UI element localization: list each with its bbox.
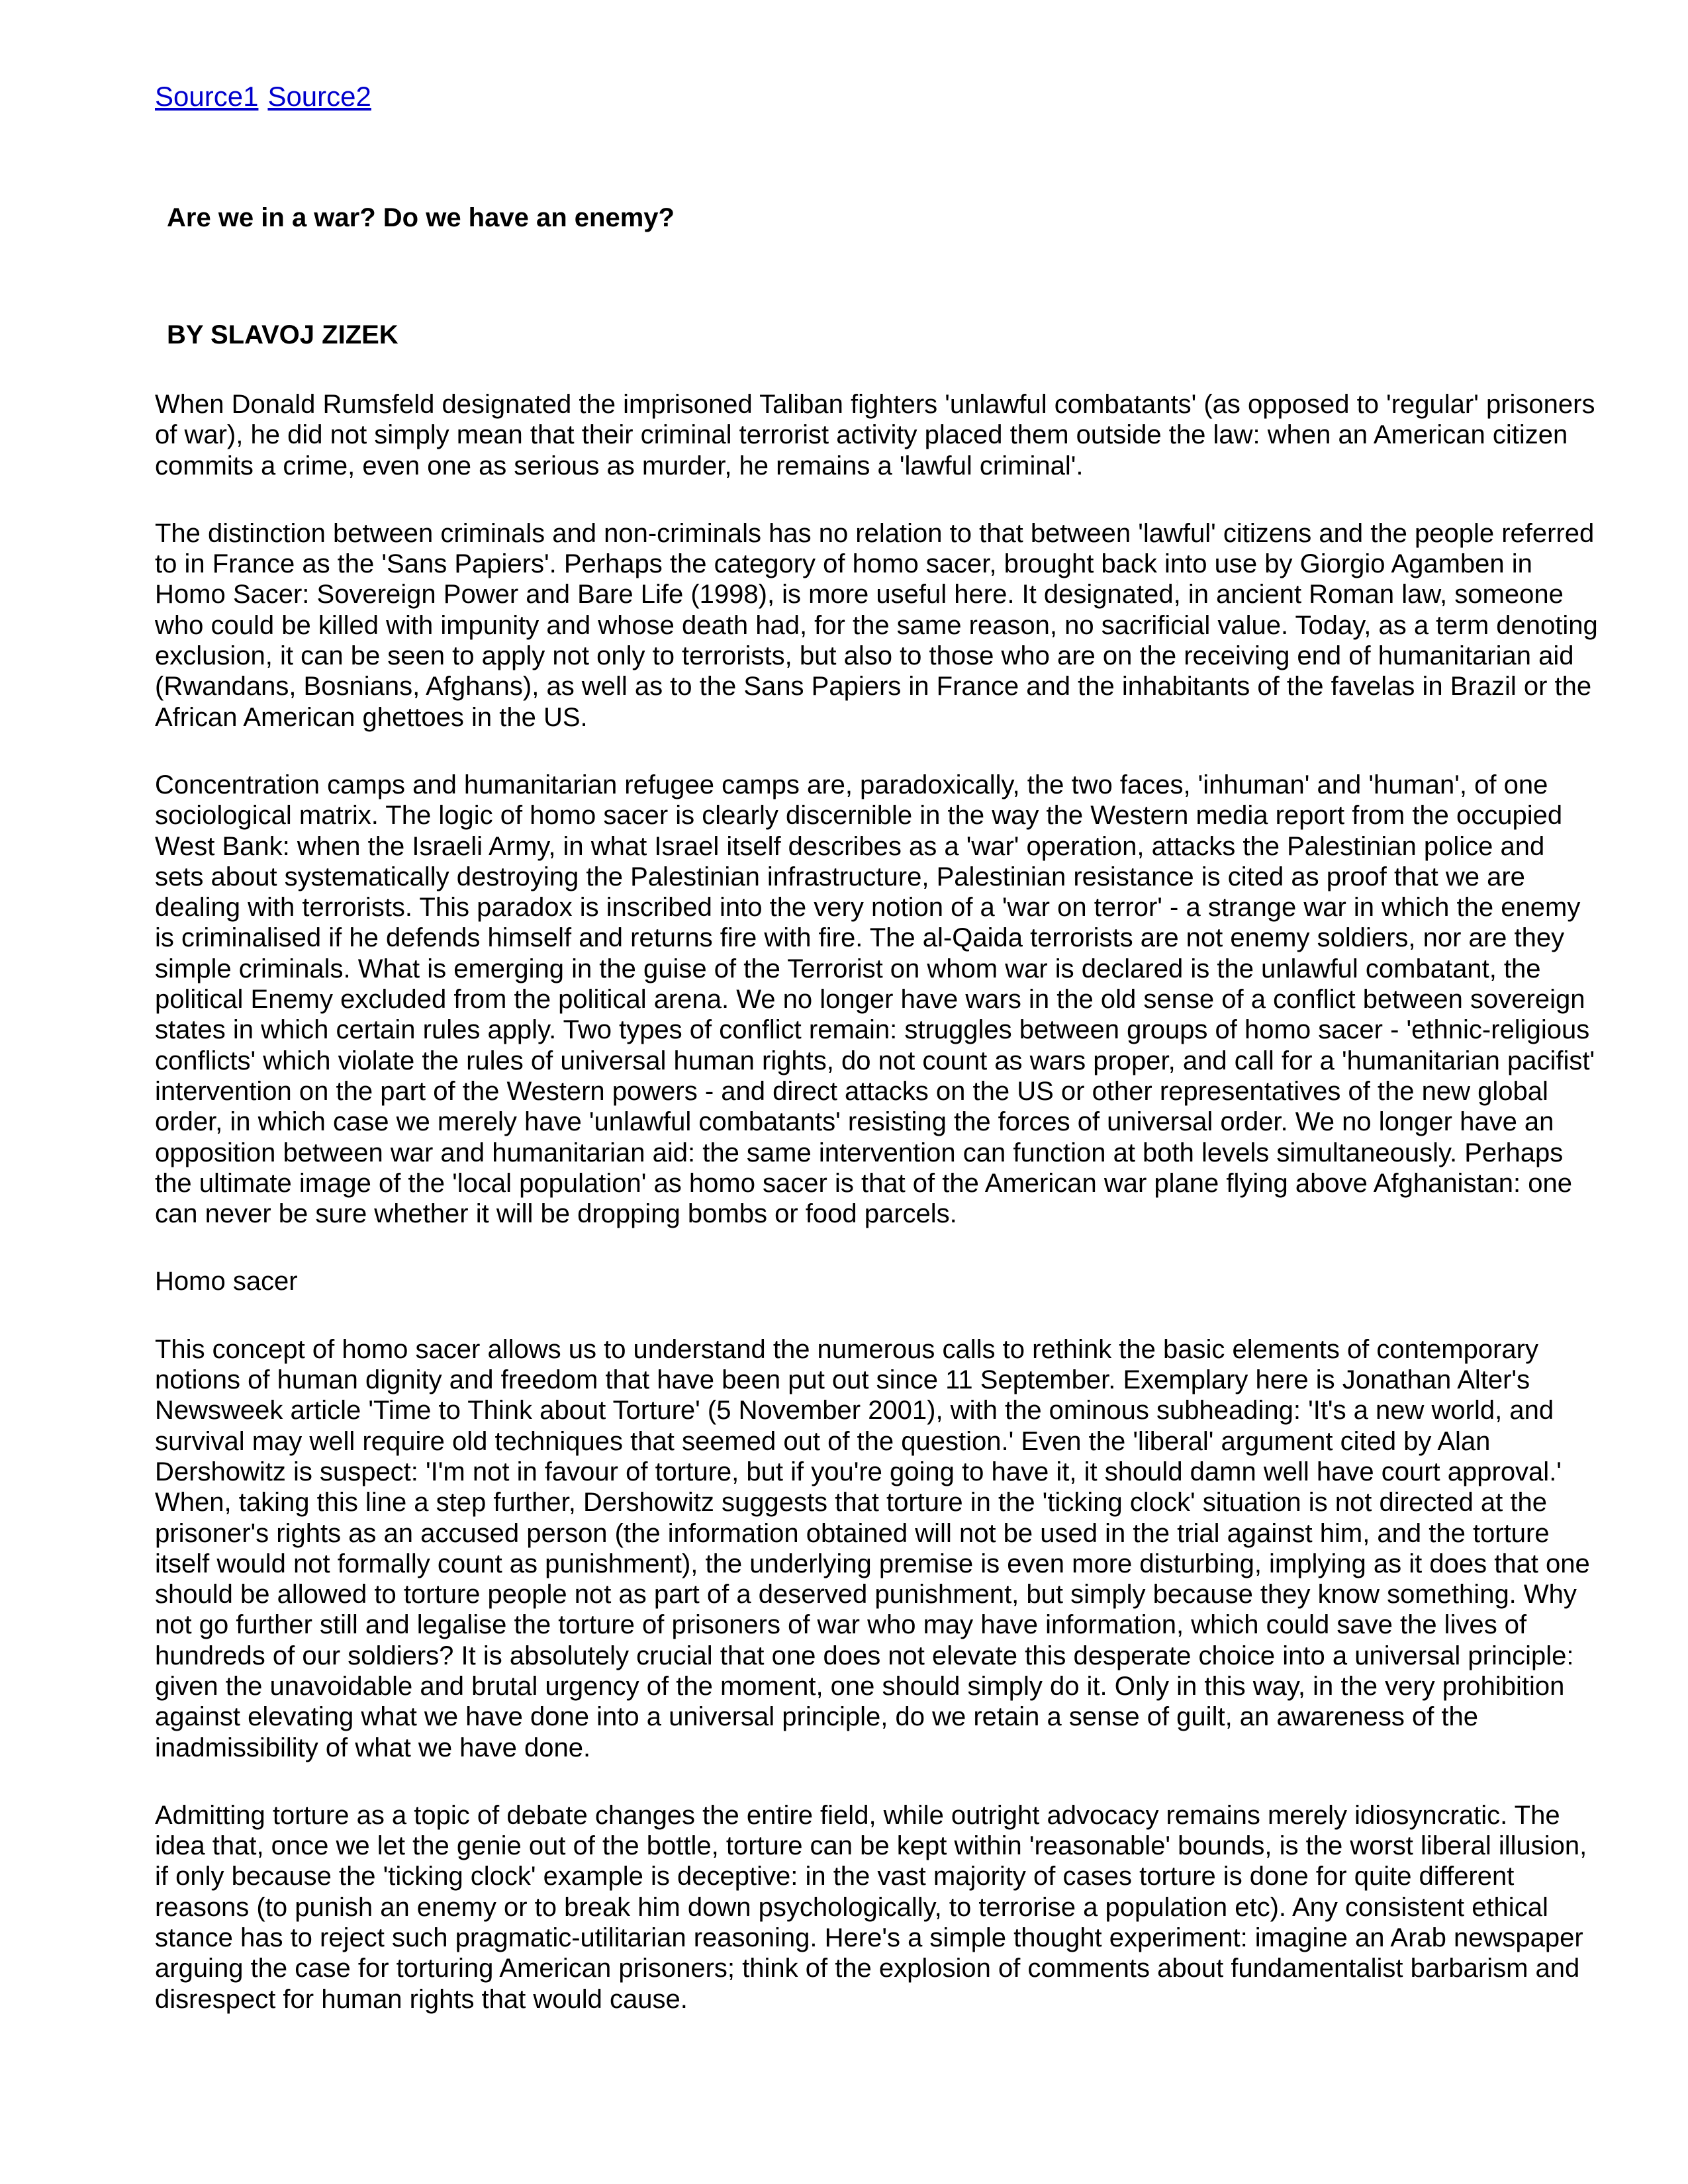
paragraph: This concept of homo sacer allows us to understand the numerous calls to rethink the basic elements of contemporary notions of human dignity and freedom that have been put out since 11 September. Exemplary here is Jonathan Alter's Newsweek article 'Time to Think about Torture' (5 November 2001), with the ominous subheading: 'It's a new world, and survival may well require old techniques that seemed out of the question.' Even the 'liberal' argument cited by Alan Dershowitz is suspect: 'I'm not in favour of torture, but if you're going to have it, it should damn well have court approval.' When, taking this line a step further, Dershowitz suggests that torture in the 'ticking clock' situation is not directed at the prisoner's rights as an accused person (the information obtained will not be used in the trial against him, and the torture itself would not formally count as punishment), the underlying premise is even more disturbing, implying as it does that one should be allowed to torture people not as part of a deserved punishment, but simply because they know something. Why not go further still and legalise the torture of prisoners of war who may have information, which could save the lives of hundreds of our soldiers? It is absolutely crucial that one does not elevate this desperate choice into a universal principle: given the unavoidable and brutal urgency of the moment, one should simply do it. Only in this way, in the very prohibition against elevating what we have done into a universal principle, do we retain a sense of guilt, an awareness of the inadmissibility of what we have done.	[155, 1334, 1590, 1762]
paragraph: When Donald Rumsfeld designated the imprisoned Taliban fighters 'unlawful combatants' (as opposed to 'regular' prisoners of war), he did not simply mean that their criminal terrorist activity placed them outside the law: when an American citizen commits a crime, even one as serious as murder, he remains a 'lawful criminal'.	[155, 390, 1595, 480]
source2-link[interactable]: Source2	[267, 81, 371, 112]
article-body	[155, 389, 1598, 2052]
source-links	[155, 78, 1598, 115]
article-byline: BY SLAVOJ ZIZEK	[167, 320, 399, 349]
paragraph: Concentration camps and humanitarian refugee camps are, paradoxically, the two faces, 'inhuman' and 'human', of one sociological matrix. The logic of homo sacer is clearly discernible in the way the Western media report from the occupied West Bank: when the Israeli Army, in what Israel itself describes as a 'war' operation, attacks the Palestinian police and sets about systematically destroying the Palestinian infrastructure, Palestinian resistance is cited as proof that we are dealing with terrorists. This paradox is inscribed into the very notion of a 'war on terror' - a strange war in which the enemy is criminalised if he defends himself and returns fire with fire. The al-Qaida terrorists are not enemy soldiers, nor are they simple criminals. What is emerging in the guise of the Terrorist on whom war is declared is the unlawful combatant, the political Enemy excluded from the political arena. We no longer have wars in the old sense of a conflict between sovereign states in which certain rules apply. Two types of conflict remain: struggles between groups of homo sacer - 'ethnic-religious conflicts' which violate the rules of universal human rights, do not count as wars proper, and call for a 'humanitarian pacifist' intervention on the part of the Western powers - and direct attacks on the US or other representatives of the new global order, in which case we merely have 'unlawful combatants' resisting the forces of universal order. We no longer have an opposition between war and humanitarian aid: the same intervention can function at both levels simultaneously. Perhaps the ultimate image of the 'local population' as homo sacer is that of the American war plane flying above Afghanistan: one can never be sure whether it will be dropping bombs or food parcels.	[155, 770, 1595, 1229]
paragraph: Admitting torture as a topic of debate changes the entire field, while outright advocacy remains merely idiosyncratic. The idea that, once we let the genie out of the bottle, torture can be kept within 'reasonable' bounds, is the worst liberal illusion, if only because the 'ticking clock' example is deceptive: in the vast majority of cases torture is done for quite different reasons (to punish an enemy or to break him down psychologically, to terrorise a population etc). Any consistent ethical stance has to reject such pragmatic-utilitarian reasoning. Here's a simple thought experiment: imagine an Arab newspaper arguing the case for torturing American prisoners; think of the explosion of comments about fundamentalist barbarism and disrespect for human rights that would cause.	[155, 1800, 1587, 2014]
article-headline: Are we in a war? Do we have an enemy?	[167, 203, 675, 232]
source1-link[interactable]: Source1	[155, 81, 259, 112]
document-page	[155, 78, 1598, 2014]
paragraph: The distinction between criminals and non-criminals has no relation to that between 'lawful' citizens and the people referred to in France as the 'Sans Papiers'. Perhaps the category of homo sacer, brought back into use by Giorgio Agamben in Homo Sacer: Sovereign Power and Bare Life (1998), is more useful here. It designated, in ancient Roman law, someone who could be killed with impunity and whose death had, for the same reason, no sacrificial value. Today, as a term denoting exclusion, it can be seen to apply not only to terrorists, but also to those who are on the receiving end of humanitarian aid (Rwandans, Bosnians, Afghans), as well as to the Sans Papiers in France and the inhabitants of the favelas in Brazil or the African American ghettoes in the US.	[155, 518, 1598, 732]
section-subheading: Homo sacer	[155, 1267, 298, 1297]
